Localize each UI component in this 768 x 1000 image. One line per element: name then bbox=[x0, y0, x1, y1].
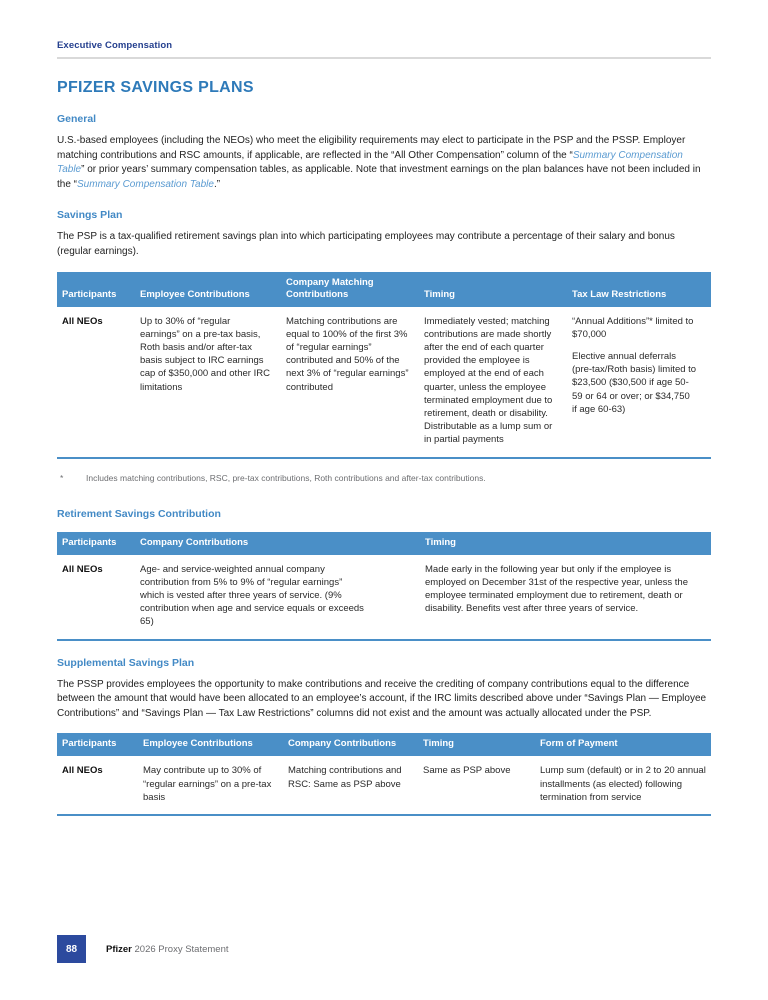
table-cell: Age- and service-weighted annual company contribution from 5% to 9% of “regular earnings” which is vested after three years of service. (9% contribution when age and service equals or exceeds 65) bbox=[140, 563, 364, 628]
paragraph-text: U.S.-based employees (including the NEOs) who meet the eligibility requirements may elect to participate in the PSP and the PSSP. Employer matching contributions and RSC amounts, if applicable, are reflected in the “All Other Compensation” column of the “ bbox=[57, 135, 686, 161]
column-header: Timing bbox=[424, 272, 572, 307]
psp-table bbox=[57, 272, 711, 459]
column-header: Form of Payment bbox=[540, 733, 711, 756]
table-cell: Lump sum (default) or in 2 to 20 annual installments (as elected) following termination from service bbox=[540, 765, 706, 803]
column-header: Timing bbox=[425, 532, 711, 555]
table-row bbox=[57, 555, 711, 640]
supplemental-savings-heading: Supplemental Savings Plan bbox=[57, 656, 195, 669]
general-heading: General bbox=[57, 113, 97, 125]
table-cell: All NEOs bbox=[62, 315, 103, 327]
footnote-marker: * bbox=[60, 472, 64, 483]
page-number-badge: 88 bbox=[57, 935, 86, 963]
table-cell: Matching contributions and RSC: Same as PSP above bbox=[288, 765, 402, 790]
column-header: Company Contributions bbox=[288, 733, 423, 756]
column-header: Company Matching Contributions bbox=[286, 272, 424, 307]
column-header: Timing bbox=[423, 733, 540, 756]
footnote-text: Includes matching contributions, RSC, pre-tax contributions, Roth contributions and after-tax contributions. bbox=[86, 472, 486, 483]
table-cell: All NEOs bbox=[62, 765, 103, 777]
footer-suffix: 2026 Proxy Statement bbox=[131, 943, 229, 955]
table-header-row bbox=[57, 532, 711, 555]
supplemental-paragraph: The PSSP provides employees the opportunity to make contributions and receive the crediting of company contributions equal to the difference between the amount that would have been allocated to an employee’s account, if the IRC limits described above under “Savings Plan — Employee Contributions” and “Savings Plan — Tax Law Restrictions” columns did not exist and the amount was actually allocated under the PSP. bbox=[57, 678, 707, 719]
header-divider bbox=[57, 57, 711, 59]
section-eyebrow: Executive Compensation bbox=[57, 40, 173, 51]
table-cell: Up to 30% of “regular earnings” on a pre-tax basis, Roth basis and/or after-tax basis subject to IRC earnings cap of $350,000 and other IRC limitations bbox=[140, 315, 270, 393]
rsc-table bbox=[57, 532, 711, 641]
column-header: Participants bbox=[57, 272, 140, 307]
summary-compensation-table-link[interactable]: Summary Compensation Table bbox=[77, 178, 214, 190]
table-cell: Same as PSP above bbox=[423, 765, 511, 777]
document-page bbox=[57, 0, 711, 816]
paragraph-text: .” bbox=[213, 178, 221, 190]
column-header: Participants bbox=[57, 733, 143, 756]
table-row bbox=[57, 756, 711, 815]
table-row bbox=[57, 307, 711, 458]
column-header: Company Contributions bbox=[140, 532, 425, 555]
page-title: PFIZER SAVINGS PLANS bbox=[57, 79, 254, 96]
table-cell: “Annual Additions”* limited to $70,000 Elective annual deferrals (pre-tax/Roth basis) limited to $23,500 ($30,500 if age 50-59 or 64 or over; or $34,750 if age 60-63) bbox=[572, 315, 697, 415]
savings-plan-paragraph: The PSP is a tax-qualified retirement savings plan into which participating employees may contribute a percentage of their salary and bonus (regular earnings). bbox=[57, 231, 675, 257]
summary-compensation-table-link[interactable]: Summary Compensation Table bbox=[57, 149, 683, 176]
column-header: Employee Contributions bbox=[140, 272, 286, 307]
savings-plan-heading: Savings Plan bbox=[57, 209, 123, 222]
table-header-row bbox=[57, 272, 711, 307]
column-header: Participants bbox=[57, 532, 140, 555]
table-cell: Matching contributions are equal to 100% of the first 3% of “regular earnings” contributed and 50% of the next 3% of “regular earnings” contributed bbox=[286, 315, 409, 393]
retirement-savings-heading: Retirement Savings Contribution bbox=[57, 507, 221, 520]
page-footer bbox=[57, 935, 229, 963]
footnote bbox=[57, 473, 711, 484]
footer-text bbox=[106, 944, 229, 955]
column-header: Tax Law Restrictions bbox=[572, 272, 711, 307]
pssp-table bbox=[57, 733, 711, 816]
table-header-row bbox=[57, 733, 711, 756]
table-cell: All NEOs bbox=[62, 563, 103, 575]
table-cell: Made early in the following year but only if the employee is employed on December 31st of the respective year, unless the employee terminated employment due to retirement, death or disability. Benefits vest after three years of service. bbox=[425, 563, 688, 615]
paragraph-text: ” or prior years’ summary compensation tables, as applicable. Note that investment earnings on the plan balances have not been included in the “ bbox=[57, 164, 701, 190]
footer-brand: Pfizer bbox=[106, 943, 132, 955]
table-cell: May contribute up to 30% of “regular earnings” on a pre-tax basis bbox=[143, 765, 272, 803]
table-cell: Immediately vested; matching contributions are made shortly after the end of each quarter provided the employee is employed at the end of each quarter, unless the employee terminated employment due to retirement, death or disability. Distributable as a lump sum or in partial payments bbox=[424, 315, 553, 446]
general-paragraph bbox=[57, 134, 711, 192]
column-header: Employee Contributions bbox=[143, 733, 288, 756]
